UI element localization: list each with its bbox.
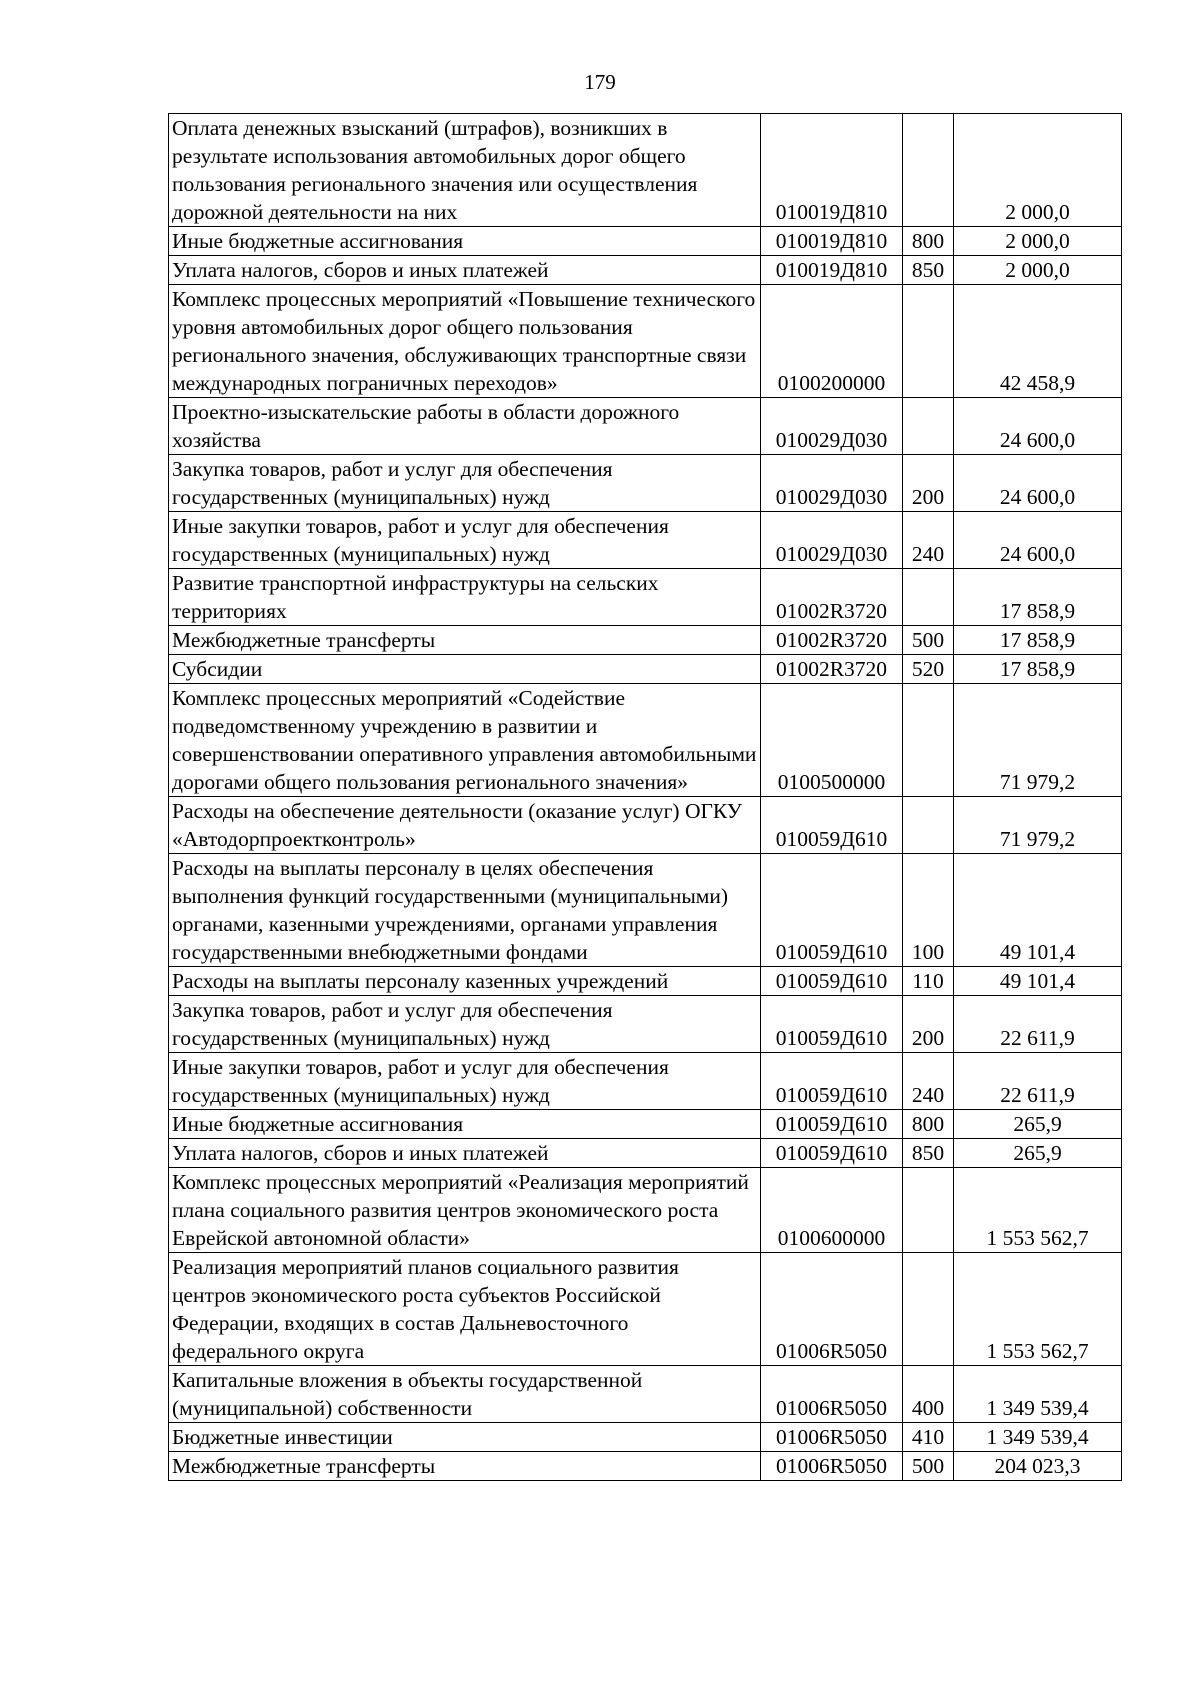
expense-type-cell: 520 — [903, 655, 954, 684]
expense-type-cell: 110 — [903, 967, 954, 996]
target-article-cell: 010059Д610 — [761, 797, 903, 854]
table-row — [169, 398, 1122, 455]
expense-type-cell — [903, 114, 954, 227]
amount-cell: 1 349 539,4 — [954, 1366, 1122, 1423]
expense-name-cell: Проектно-изыскательские работы в области дорожного хозяйства — [169, 398, 761, 455]
target-article-cell: 01006R5050 — [761, 1366, 903, 1423]
amount-cell: 204 023,3 — [954, 1452, 1122, 1481]
budget-table-body — [169, 114, 1122, 1481]
expense-type-cell: 200 — [903, 996, 954, 1053]
amount-cell: 1 349 539,4 — [954, 1423, 1122, 1452]
target-article-cell: 010059Д610 — [761, 996, 903, 1053]
table-row — [169, 996, 1122, 1053]
expense-name-cell: Развитие транспортной инфраструктуры на сельских территориях — [169, 569, 761, 626]
amount-cell: 22 611,9 — [954, 996, 1122, 1053]
amount-cell: 265,9 — [954, 1110, 1122, 1139]
target-article-cell: 010059Д610 — [761, 854, 903, 967]
expense-type-cell: 240 — [903, 1053, 954, 1110]
table-row — [169, 1253, 1122, 1366]
expense-name-cell: Иные закупки товаров, работ и услуг для обеспечения государственных (муниципальных) нужд — [169, 1053, 761, 1110]
amount-cell: 2 000,0 — [954, 227, 1122, 256]
expense-type-cell: 100 — [903, 854, 954, 967]
expense-name-cell: Иные бюджетные ассигнования — [169, 227, 761, 256]
amount-cell: 42 458,9 — [954, 285, 1122, 398]
amount-cell: 24 600,0 — [954, 398, 1122, 455]
expense-type-cell — [903, 1253, 954, 1366]
target-article-cell: 010059Д610 — [761, 1139, 903, 1168]
expense-type-cell — [903, 684, 954, 797]
expense-name-cell: Реализация мероприятий планов социального развития центров экономического роста субъектов Российской Федерации, входящих в состав Дальневосточного федерального округа — [169, 1253, 761, 1366]
expense-type-cell: 240 — [903, 512, 954, 569]
target-article-cell: 01006R5050 — [761, 1452, 903, 1481]
expense-name-cell: Уплата налогов, сборов и иных платежей — [169, 256, 761, 285]
expense-name-cell: Закупка товаров, работ и услуг для обеспечения государственных (муниципальных) нужд — [169, 996, 761, 1053]
amount-cell: 17 858,9 — [954, 626, 1122, 655]
table-row — [169, 512, 1122, 569]
amount-cell: 17 858,9 — [954, 655, 1122, 684]
expense-type-cell: 500 — [903, 1452, 954, 1481]
table-row — [169, 967, 1122, 996]
target-article-cell: 010019Д810 — [761, 256, 903, 285]
expense-type-cell: 500 — [903, 626, 954, 655]
expense-name-cell: Уплата налогов, сборов и иных платежей — [169, 1139, 761, 1168]
expense-name-cell: Межбюджетные трансферты — [169, 626, 761, 655]
table-row — [169, 455, 1122, 512]
expense-type-cell — [903, 1168, 954, 1253]
target-article-cell: 010059Д610 — [761, 1053, 903, 1110]
amount-cell: 24 600,0 — [954, 455, 1122, 512]
expense-name-cell: Комплекс процессных мероприятий «Содействие подведомственному учреждению в развитии и совершенствовании оперативного управления автомобильными дорогами общего пользования регионального значения» — [169, 684, 761, 797]
amount-cell: 49 101,4 — [954, 854, 1122, 967]
expense-type-cell: 800 — [903, 1110, 954, 1139]
amount-cell: 24 600,0 — [954, 512, 1122, 569]
table-row — [169, 1423, 1122, 1452]
expense-type-cell: 200 — [903, 455, 954, 512]
amount-cell: 49 101,4 — [954, 967, 1122, 996]
expense-type-cell: 400 — [903, 1366, 954, 1423]
amount-cell: 71 979,2 — [954, 684, 1122, 797]
expense-type-cell: 410 — [903, 1423, 954, 1452]
expense-name-cell: Закупка товаров, работ и услуг для обеспечения государственных (муниципальных) нужд — [169, 455, 761, 512]
table-row — [169, 655, 1122, 684]
target-article-cell: 0100200000 — [761, 285, 903, 398]
table-row — [169, 1168, 1122, 1253]
target-article-cell: 010019Д810 — [761, 227, 903, 256]
expense-name-cell: Расходы на обеспечение деятельности (оказание услуг) ОГКУ «Автодорпроектконтроль» — [169, 797, 761, 854]
expense-name-cell: Межбюджетные трансферты — [169, 1452, 761, 1481]
table-row — [169, 1366, 1122, 1423]
target-article-cell: 01006R5050 — [761, 1423, 903, 1452]
table-row — [169, 626, 1122, 655]
expense-name-cell: Расходы на выплаты персоналу казенных учреждений — [169, 967, 761, 996]
target-article-cell: 01006R5050 — [761, 1253, 903, 1366]
target-article-cell: 010029Д030 — [761, 512, 903, 569]
target-article-cell: 010029Д030 — [761, 455, 903, 512]
expense-name-cell: Комплекс процессных мероприятий «Реализация мероприятий плана социального развития центров экономического роста Еврейской автономной области» — [169, 1168, 761, 1253]
expense-name-cell: Комплекс процессных мероприятий «Повышение технического уровня автомобильных дорог общего пользования регионального значения, обслуживающих транспортные связи международных пограничных переходов» — [169, 285, 761, 398]
expense-type-cell: 850 — [903, 256, 954, 285]
expense-name-cell: Оплата денежных взысканий (штрафов), возникших в результате использования автомобильных дорог общего пользования регионального значения или осуществления дорожной деятельности на них — [169, 114, 761, 227]
table-row — [169, 569, 1122, 626]
expense-type-cell — [903, 569, 954, 626]
amount-cell: 2 000,0 — [954, 256, 1122, 285]
table-row — [169, 797, 1122, 854]
table-row — [169, 227, 1122, 256]
table-row — [169, 1110, 1122, 1139]
amount-cell: 71 979,2 — [954, 797, 1122, 854]
amount-cell: 1 553 562,7 — [954, 1168, 1122, 1253]
expense-name-cell: Бюджетные инвестиции — [169, 1423, 761, 1452]
target-article-cell: 010059Д610 — [761, 1110, 903, 1139]
amount-cell: 1 553 562,7 — [954, 1253, 1122, 1366]
table-row — [169, 256, 1122, 285]
table-row — [169, 854, 1122, 967]
table-row — [169, 285, 1122, 398]
table-row — [169, 114, 1122, 227]
amount-cell: 265,9 — [954, 1139, 1122, 1168]
amount-cell: 17 858,9 — [954, 569, 1122, 626]
target-article-cell: 0100600000 — [761, 1168, 903, 1253]
expense-type-cell: 850 — [903, 1139, 954, 1168]
target-article-cell: 01002R3720 — [761, 626, 903, 655]
table-row — [169, 1053, 1122, 1110]
expense-type-cell: 800 — [903, 227, 954, 256]
target-article-cell: 010029Д030 — [761, 398, 903, 455]
target-article-cell: 01002R3720 — [761, 569, 903, 626]
expense-type-cell — [903, 285, 954, 398]
expense-name-cell: Иные бюджетные ассигнования — [169, 1110, 761, 1139]
table-row — [169, 684, 1122, 797]
amount-cell: 2 000,0 — [954, 114, 1122, 227]
expense-name-cell: Субсидии — [169, 655, 761, 684]
expense-type-cell — [903, 797, 954, 854]
target-article-cell: 0100500000 — [761, 684, 903, 797]
target-article-cell: 010019Д810 — [761, 114, 903, 227]
target-article-cell: 01002R3720 — [761, 655, 903, 684]
table-row — [169, 1139, 1122, 1168]
table-row — [169, 1452, 1122, 1481]
page-number: 179 — [584, 70, 616, 94]
expense-name-cell: Капитальные вложения в объекты государственной (муниципальной) собственности — [169, 1366, 761, 1423]
expense-type-cell — [903, 398, 954, 455]
expense-name-cell: Расходы на выплаты персоналу в целях обеспечения выполнения функций государственными (муниципальными) органами, казенными учреждениями, органами управления государственными внебюджетными фондами — [169, 854, 761, 967]
budget-table — [168, 113, 1122, 1481]
expense-name-cell: Иные закупки товаров, работ и услуг для обеспечения государственных (муниципальных) нужд — [169, 512, 761, 569]
amount-cell: 22 611,9 — [954, 1053, 1122, 1110]
target-article-cell: 010059Д610 — [761, 967, 903, 996]
